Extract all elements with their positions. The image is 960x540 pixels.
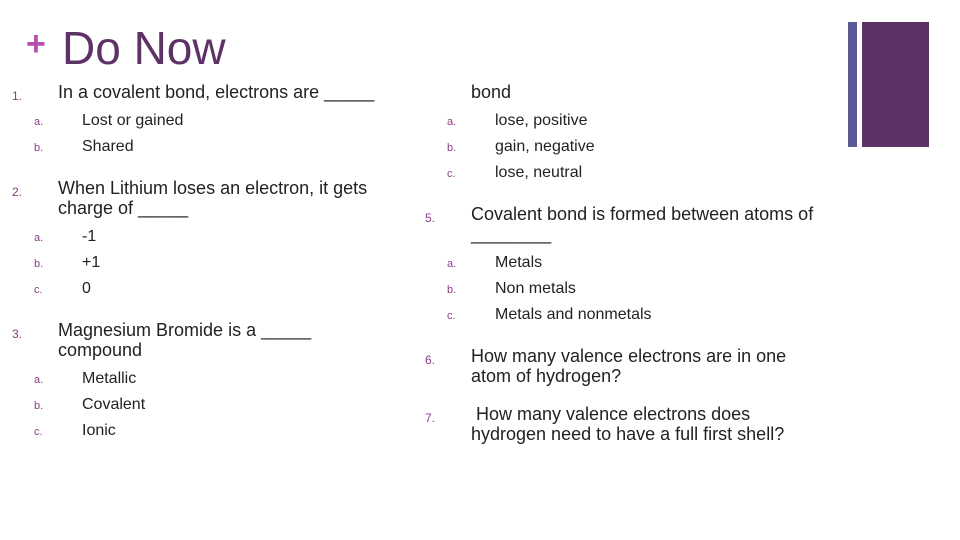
option-letter: a. <box>34 232 44 244</box>
option-text: 0 <box>82 280 91 297</box>
list-item <box>12 134 387 160</box>
option-text: Shared <box>82 138 134 155</box>
option-text: Lost or gained <box>82 112 184 129</box>
question-number: 5. <box>425 211 436 225</box>
option-letter: c. <box>34 284 43 296</box>
question-text: How many valence electrons does hydrogen need to have a full first shell? <box>471 404 785 444</box>
list-item <box>12 250 387 276</box>
option-letter: b. <box>447 284 457 296</box>
question-number: 3. <box>12 327 23 341</box>
list-item <box>12 108 387 134</box>
page-title: Do Now <box>62 22 226 74</box>
option-text: Metals <box>495 254 543 271</box>
option-letter: b. <box>34 258 44 270</box>
accent-bar-thin <box>848 22 857 147</box>
option-text: lose, positive <box>495 112 588 129</box>
option-text: -1 <box>82 228 97 245</box>
option-letter: a. <box>447 258 457 270</box>
question-number: 1. <box>12 89 23 103</box>
left-column <box>12 82 387 444</box>
list-item <box>12 276 387 302</box>
accent-bar-thick <box>862 22 929 147</box>
list-item <box>12 224 387 250</box>
right-column <box>425 82 825 444</box>
question-5 <box>425 204 825 244</box>
question-1 <box>12 82 387 102</box>
list-item <box>425 276 825 302</box>
option-text: Covalent <box>82 396 146 413</box>
question-3 <box>12 320 387 360</box>
question-2 <box>12 178 387 218</box>
question-4-continuation: bond <box>471 82 512 102</box>
options-list <box>12 224 387 302</box>
option-letter: b. <box>34 142 44 154</box>
question-number: 6. <box>425 353 436 367</box>
list-item <box>425 302 825 328</box>
option-letter: a. <box>447 116 457 128</box>
options-list <box>12 108 387 160</box>
option-letter: a. <box>34 374 44 386</box>
question-text: In a covalent bond, electrons are _____ <box>58 82 375 102</box>
option-letter: c. <box>34 426 43 438</box>
option-letter: c. <box>447 310 456 322</box>
option-text: gain, negative <box>495 138 595 155</box>
option-text: lose, neutral <box>495 164 583 181</box>
option-letter: b. <box>447 142 457 154</box>
list-item <box>425 160 825 186</box>
option-letter: c. <box>447 168 456 180</box>
question-text: Covalent bond is formed between atoms of ________ <box>471 204 814 244</box>
question-number: 7. <box>425 411 436 425</box>
option-letter: b. <box>34 400 44 412</box>
options-list <box>425 108 825 186</box>
list-item <box>12 418 387 444</box>
list-item <box>425 134 825 160</box>
list-item <box>425 108 825 134</box>
option-text: Non metals <box>495 280 576 297</box>
option-letter: a. <box>34 116 44 128</box>
option-text: Metals and nonmetals <box>495 306 652 323</box>
options-list <box>12 366 387 444</box>
question-text: When Lithium loses an electron, it gets charge of _____ <box>58 178 368 218</box>
option-text: Ionic <box>82 422 116 439</box>
question-6 <box>425 346 825 386</box>
option-text: +1 <box>82 254 101 271</box>
option-text: Metallic <box>82 370 137 387</box>
title-plus-icon: + <box>26 25 46 63</box>
list-item <box>12 392 387 418</box>
question-7 <box>425 404 825 444</box>
question-text: How many valence electrons are in one atom of hydrogen? <box>471 346 787 386</box>
list-item <box>425 250 825 276</box>
list-item <box>12 366 387 392</box>
options-list <box>425 250 825 328</box>
question-text: Magnesium Bromide is a _____ compound <box>58 320 312 360</box>
question-number: 2. <box>12 185 23 199</box>
